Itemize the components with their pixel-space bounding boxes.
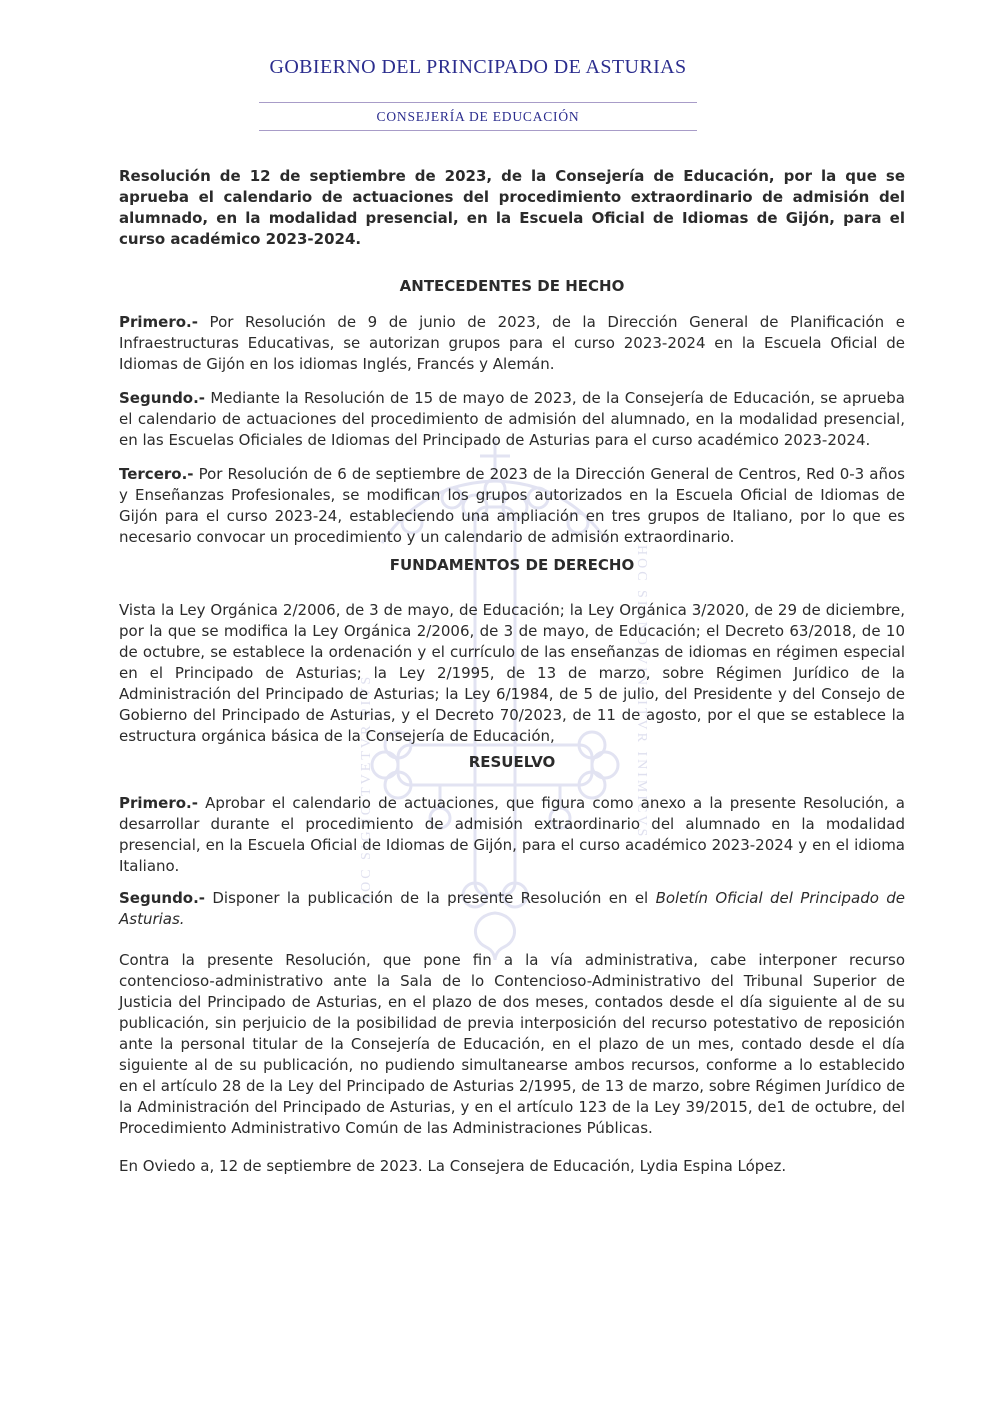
paragraph-antecedente-tercero [119,464,905,548]
paragraph-lead: Primero.- [119,794,198,812]
section-heading-fundamentos: FUNDAMENTOS DE DERECHO [389,556,635,574]
paragraph-resuelvo-segundo [119,888,905,930]
paragraph-antecedente-primero [119,312,905,375]
paragraph-lead: Tercero.- [119,465,194,483]
signature-line: En Oviedo a, 12 de septiembre de 2023. La Consejera de Educación, Lydia Espina López. [119,1157,787,1175]
paragraph-text: Mediante la Resolución de 15 de mayo de 2023, de la Consejería de Educación, se aprueba el calendario de actuaciones del procedimiento de admisión del alumnado, en la modalidad presencial, en las Escuelas Oficiales de Idiomas del Principado de Asturias para el curso académico 2023-2024. [119,389,905,449]
boletin-oficial-reference: Boletín Oficial del Principado de Asturias. [119,889,905,928]
letterhead [259,56,697,131]
watermark-left-inscription: HOC SIGNO TVETVR PIVS [359,673,374,905]
paragraph-lead: Segundo.- [119,389,206,407]
paragraph-text: Por Resolución de 6 de septiembre de 2023 de la Dirección General de Centros, Red 0-3 años y Enseñanzas Profesionales, se modifican los grupos autorizados en la Escuela Oficial de Idiomas de Gijón para el curso 2023-24, estableciendo una ampliación en tres grupos de Italiano, por lo que es necesario convocar un procedimiento y un calendario de admisión extraordinario. [119,465,905,546]
resolution-title: Resolución de 12 de septiembre de 2023, de la Consejería de Educación, por la que se aprueba el calendario de actuaciones del procedimiento extraordinario de admisión del alumnado, en la modalidad presencial, en la Escuela Oficial de Idiomas de Gijón, para el curso académico 2023-2024. [119,167,905,248]
section-heading-antecedentes: ANTECEDENTES DE HECHO [399,277,625,295]
section-heading-resuelvo: RESUELVO [468,753,556,771]
paragraph-fundamentos: Vista la Ley Orgánica 2/2006, de 3 de mayo, de Educación; la Ley Orgánica 3/2020, de 29 de diciembre, por la que se modifica la Ley Orgánica 2/2006, de 3 de mayo, de Educación; el Decreto 63/2018, de 10 de octubre, se establece la ordenación y el currículo de las enseñanzas de idiomas en régimen especial en el Principado de Asturias; la Ley 2/1995, de 13 de marzo, sobre Régimen Jurídico de la Administración del Principado de Asturias; la Ley 6/1984, de 5 de julio, del Presidente y del Consejo de Gobierno del Principado de Asturias, y el Decreto 70/2023, de 11 de agosto, por el que se establece la estructura orgánica básica de la Consejería de Educación, [119,601,905,745]
paragraph-lead: Primero.- [119,313,198,331]
paragraph-text: Por Resolución de 9 de junio de 2023, de la Dirección General de Planificación e Infraestructuras Educativas, se autorizan grupos para el curso 2023-2024 en la Escuela Oficial de Idiomas de Gijón en los idiomas Inglés, Francés y Alemán. [119,313,905,373]
paragraph-lead: Segundo.- [119,889,206,907]
paragraph-text: Disponer la publicación de la presente Resolución en el [205,889,656,907]
letterhead-rule-top [259,102,697,103]
resolution-body [119,166,905,1177]
paragraph-text: Aprobar el calendario de actuaciones, que figura como anexo a la presente Resolución, a desarrollar durante el procedimiento de admisión extraordinario del alumnado en la modalidad presencial, en la Escuela Oficial de Idiomas de Gijón, para el curso académico 2023-2024 y en el idioma Italiano. [119,794,905,875]
watermark-right-inscription: HOC SIGNO VINCITVR INIMICVS [634,545,649,840]
paragraph-resuelvo-primero [119,793,905,877]
letterhead-rule-bottom [259,130,697,131]
paragraph-legal-notice: Contra la presente Resolución, que pone fin a la vía administrativa, cabe interponer recurso contencioso-administrativo ante la Sala de lo Contencioso-Administrativo del Tribunal Superior de Justicia del Principado de Asturias, en el plazo de dos meses, contados desde el día siguiente al de su publicación, sin perjuicio de la posibilidad de previa interposición del recurso potestativo de reposición ante la personal titular de la Consejería de Educación, en el plazo de un mes, contado desde el día siguiente al de su publicación, no pudiendo simultanearse ambos recursos, conforme a lo establecido en el artículo 28 de la Ley del Principado de Asturias 2/1995, de 13 de marzo, sobre Régimen Jurídico de la Administración del Principado de Asturias, y en el artículo 123 de la Ley 39/2015, de1 de octubre, del Procedimiento Administrativo Común de las Administraciones Públicas. [119,951,905,1137]
government-name: GOBIERNO DEL PRINCIPADO DE ASTURIAS [269,56,687,78]
department-name: CONSEJERÍA DE EDUCACIÓN [376,109,580,124]
paragraph-antecedente-segundo [119,388,905,451]
